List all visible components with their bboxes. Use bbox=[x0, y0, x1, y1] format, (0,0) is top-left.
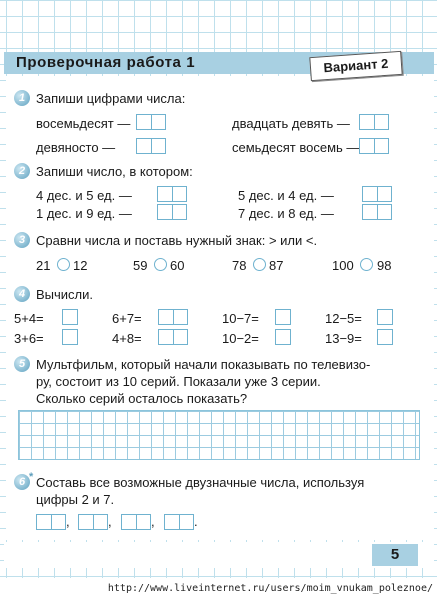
task-4-number: 4 bbox=[14, 286, 30, 302]
variant-label: Вариант 2 bbox=[309, 51, 402, 81]
task-5-number: 5 bbox=[14, 356, 30, 372]
answer-box[interactable] bbox=[275, 329, 291, 345]
page-title: Проверочная работа 1 bbox=[16, 54, 196, 71]
compare-b: 12 bbox=[73, 258, 88, 273]
answer-box[interactable] bbox=[164, 514, 194, 530]
calc-expression: 13−9= bbox=[325, 331, 362, 346]
separator: , bbox=[108, 514, 112, 529]
compare-a: 21 bbox=[36, 258, 51, 273]
answer-box[interactable] bbox=[377, 309, 393, 325]
compare-b: 87 bbox=[269, 258, 284, 273]
answer-box[interactable] bbox=[362, 204, 392, 220]
answer-box[interactable] bbox=[377, 329, 393, 345]
separator: , bbox=[66, 514, 70, 529]
task-1-item: восемьдесят — bbox=[36, 116, 131, 131]
compare-b: 98 bbox=[377, 258, 392, 273]
calc-expression: 4+8= bbox=[112, 331, 142, 346]
calc-expression: 10−7= bbox=[222, 311, 259, 326]
task-1-prompt: Запиши цифрами числа: bbox=[36, 91, 186, 106]
compare-sign-circle[interactable] bbox=[360, 258, 373, 271]
compare-a: 59 bbox=[133, 258, 148, 273]
compare-sign-circle[interactable] bbox=[154, 258, 167, 271]
task-1-item: двадцать девять — bbox=[232, 116, 350, 131]
task-1-item: девяносто — bbox=[36, 140, 116, 155]
compare-sign-circle[interactable] bbox=[253, 258, 266, 271]
task-6-text: цифры 2 и 7. bbox=[36, 492, 115, 507]
calc-expression: 10−2= bbox=[222, 331, 259, 346]
compare-b: 60 bbox=[170, 258, 185, 273]
answer-box[interactable] bbox=[157, 186, 187, 202]
task-6-number bbox=[14, 471, 34, 490]
answer-box[interactable] bbox=[136, 114, 166, 130]
task-1-number: 1 bbox=[14, 90, 30, 106]
separator: , bbox=[151, 514, 155, 529]
calc-expression: 5+4= bbox=[14, 311, 44, 326]
task-2-item: 7 дес. и 8 ед. — bbox=[238, 206, 334, 221]
task-1-item: семьдесят восемь — bbox=[232, 140, 360, 155]
answer-box[interactable] bbox=[36, 514, 66, 530]
task-5-text: Сколько серий осталось показать? bbox=[36, 391, 248, 406]
compare-a: 78 bbox=[232, 258, 247, 273]
task-2-number: 2 bbox=[14, 163, 30, 179]
answer-box[interactable] bbox=[62, 329, 78, 345]
separator: . bbox=[194, 514, 198, 529]
answer-box[interactable] bbox=[362, 186, 392, 202]
answer-box[interactable] bbox=[275, 309, 291, 325]
answer-box[interactable] bbox=[158, 309, 188, 325]
answer-box[interactable] bbox=[136, 138, 166, 154]
compare-sign-circle[interactable] bbox=[57, 258, 70, 271]
task-5-text: Мультфильм, который начали показывать по телевизо- bbox=[36, 357, 371, 372]
source-url: http://www.liveinternet.ru/users/moim_vnukam_poleznoe/ bbox=[0, 578, 437, 599]
answer-box[interactable] bbox=[157, 204, 187, 220]
page-number: 5 bbox=[372, 544, 418, 566]
star-mark: * bbox=[29, 471, 34, 483]
task-2-item: 4 дес. и 5 ед. — bbox=[36, 188, 132, 203]
answer-box[interactable] bbox=[78, 514, 108, 530]
footer-bar bbox=[4, 542, 434, 568]
answer-box[interactable] bbox=[359, 114, 389, 130]
task-5-text: ру, состоит из 10 серий. Показали уже 3 серии. bbox=[36, 374, 321, 389]
answer-grid[interactable] bbox=[18, 410, 420, 460]
calc-expression: 6+7= bbox=[112, 311, 142, 326]
task-2-prompt: Запиши число, в котором: bbox=[36, 164, 193, 179]
answer-box[interactable] bbox=[121, 514, 151, 530]
calc-expression: 12−5= bbox=[325, 311, 362, 326]
task-2-item: 5 дес. и 4 ед. — bbox=[238, 188, 334, 203]
task-6-text: Составь все возможные двузначные числа, используя bbox=[36, 475, 365, 490]
task-2-item: 1 дес. и 9 ед. — bbox=[36, 206, 132, 221]
answer-box[interactable] bbox=[158, 329, 188, 345]
task-3-number: 3 bbox=[14, 232, 30, 248]
calc-expression: 3+6= bbox=[14, 331, 44, 346]
answer-box[interactable] bbox=[62, 309, 78, 325]
task-6-digit: 6 bbox=[18, 476, 26, 488]
compare-a: 100 bbox=[332, 258, 354, 273]
answer-box[interactable] bbox=[359, 138, 389, 154]
task-3-prompt: Сравни числа и поставь нужный знак: > или <. bbox=[36, 233, 318, 248]
task-4-prompt: Вычисли. bbox=[36, 287, 94, 302]
